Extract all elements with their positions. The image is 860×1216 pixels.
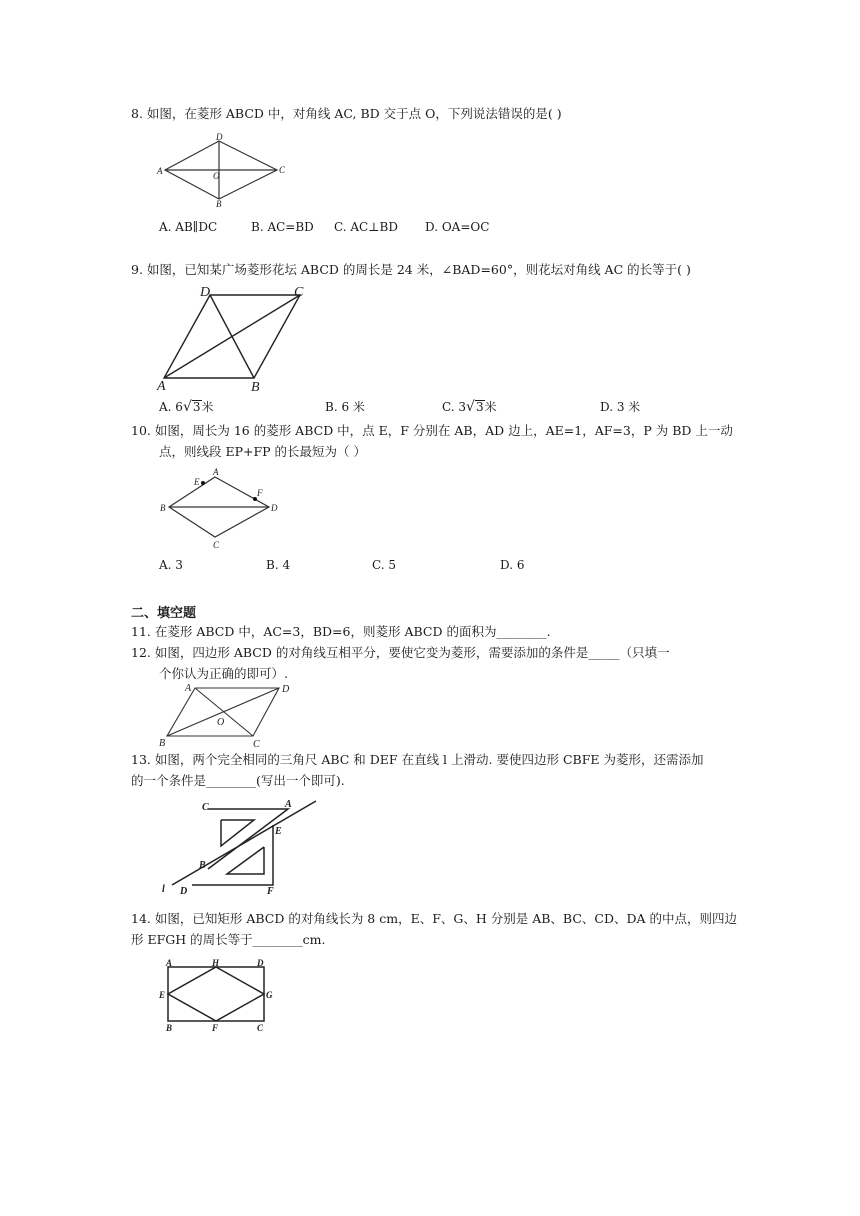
q14-label-b: B (166, 1023, 173, 1033)
q14-text-line2: 形 EFGH 的周长等于________cm. (131, 932, 326, 947)
q9-label-d: D (200, 285, 211, 300)
q14-label-d: D (257, 958, 264, 968)
q12-label-d: D (282, 684, 290, 695)
q13-label-d: D (180, 886, 188, 897)
q8-option-b: B. AC=BD (251, 220, 314, 234)
q13-label-e: E (275, 826, 282, 837)
q12-parallelogram-figure (157, 680, 292, 748)
q13-label-b: B (199, 860, 206, 871)
q8-label-d: D (216, 132, 223, 142)
q12-label-o: O (217, 717, 225, 728)
q13-label-a: A (285, 799, 292, 810)
q14-label-f: F (212, 1023, 219, 1033)
q9-option-a: A. 6√3米 (159, 399, 214, 415)
q10-label-a: A (213, 467, 219, 477)
q14-rectangle-figure (158, 958, 276, 1034)
q9-option-c: C. 3√3米 (442, 399, 497, 415)
q13-line-l (172, 801, 316, 885)
q10-text-line2: 点，则线段 EP+FP 的长最短为（ ） (159, 444, 367, 459)
q14-label-e: E (159, 990, 166, 1000)
q8-option-d: D. OA=OC (425, 220, 490, 234)
q13-text-line1: 13. 如图，两个完全相同的三角尺 ABC 和 DEF 在直线 l 上滑动. 要使四边形 CBFE 为菱形，还需添加 (131, 752, 704, 767)
q13-label-f: F (267, 886, 274, 897)
q10-label-b: B (160, 503, 166, 513)
q12-label-c: C (253, 739, 260, 750)
q10-text-line1: 10. 如图，周长为 16 的菱形 ABCD 中，点 E，F 分别在 AB，AD 边上，AE=1，AF=3，P 为 BD 上一动 (131, 423, 733, 438)
q14-label-a: A (166, 958, 173, 968)
q11-text: 11. 在菱形 ABCD 中，AC=3，BD=6，则菱形 ABCD 的面积为________. (131, 624, 551, 639)
q8-text: 8. 如图，在菱形 ABCD 中，对角线 AC, BD 交于点 O，下列说法错误的是( ) (131, 106, 562, 121)
q8-option-c: C. AC⊥BD (334, 220, 398, 234)
q12-label-a: A (185, 683, 192, 694)
q10-label-d: D (271, 503, 278, 513)
q8-option-a: A. AB∥DC (159, 220, 218, 234)
q9-text: 9. 如图，已知某广场菱形花坛 ABCD 的周长是 24 米，∠BAD=60°，则花坛对角线 AC 的长等于( ) (131, 262, 691, 277)
q14-label-h: H (212, 958, 220, 968)
q8-label-b: B (216, 199, 222, 209)
q13-label-c: C (202, 802, 209, 813)
q9-label-b: B (251, 380, 260, 395)
q10-option-a: A. 3 (159, 558, 183, 572)
q10-label-f: F (257, 488, 263, 498)
q8-label-o: O (213, 171, 220, 181)
q9-option-b: B. 6 米 (325, 400, 365, 414)
q13-triangle-rulers-figure (158, 797, 323, 897)
q9-rhombus-figure (158, 283, 318, 393)
q13-text-line2: 的一个条件是________(写出一个即可). (131, 773, 345, 788)
q10-point-e (201, 481, 205, 485)
q9-label-c: C (294, 285, 304, 300)
q10-label-e: E (194, 477, 200, 487)
q14-label-c: C (257, 1023, 264, 1033)
q10-option-c: C. 5 (372, 558, 397, 572)
q10-option-b: B. 4 (266, 558, 291, 572)
q8-rhombus-figure (155, 133, 285, 207)
q10-label-c: C (213, 540, 220, 550)
q12-label-b: B (159, 738, 166, 749)
q12-text-line2: 个你认为正确的即可）. (159, 666, 288, 681)
q9-label-a: A (157, 379, 166, 394)
q10-option-d: D. 6 (500, 558, 525, 572)
q12-text-line1: 12. 如图，四边形 ABCD 的对角线互相平分，要使它变为菱形，需要添加的条件是_____（只填一 (131, 645, 670, 660)
q8-label-a: A (157, 166, 163, 176)
q10-rhombus-figure (157, 465, 287, 551)
q14-text-line1: 14. 如图，已知矩形 ABCD 的对角线长为 8 cm，E、F、G、H 分别是 AB、BC、CD、DA 的中点，则四边 (131, 911, 738, 926)
q8-label-c: C (279, 165, 286, 175)
q14-label-g: G (266, 990, 273, 1000)
q13-label-l: l (162, 884, 165, 895)
section-title-fill-blank: 二、填空题 (131, 606, 197, 621)
q9-option-d: D. 3 米 (600, 400, 641, 414)
